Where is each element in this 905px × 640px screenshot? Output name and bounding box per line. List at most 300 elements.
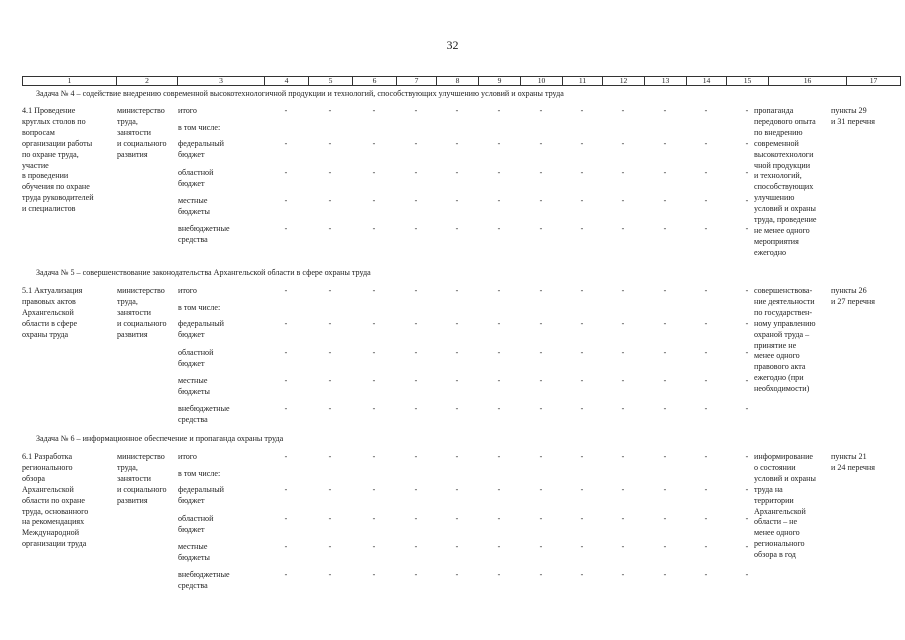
expected-result-line: охраной труда – [754, 329, 810, 339]
amount-cell: - [621, 452, 625, 461]
amount-cell: - [497, 319, 501, 328]
event-name-line: обзора [22, 473, 46, 483]
expected-result-line: ние деятельности [754, 296, 815, 306]
event-name-line: участие [22, 160, 49, 170]
amount-cell: - [745, 286, 749, 295]
expected-result-line: условий и охраны [754, 204, 816, 214]
amount-cell: - [414, 485, 418, 494]
funding-source-line: итого [178, 286, 197, 295]
amount-cell: - [539, 542, 543, 551]
amount-cell: - [372, 286, 376, 295]
amount-cell: - [455, 106, 459, 115]
page-number: 32 [446, 38, 459, 52]
amount-cell: - [284, 404, 288, 413]
expected-result-line: высокотехнологи [754, 149, 814, 159]
event-name-line: в проведении [22, 171, 69, 181]
executor-line: труда, [117, 462, 138, 472]
expected-result-line: принятие не [754, 340, 797, 350]
amount-cell: - [663, 168, 667, 177]
funding-source-line: бюджет [178, 358, 205, 368]
amount-cell: - [284, 224, 288, 233]
column-header-6: 6 [353, 77, 397, 86]
amount-cell: - [497, 139, 501, 148]
amount-cell: - [455, 514, 459, 523]
amount-cell: - [580, 376, 584, 385]
event-name-line: области в сфере [22, 318, 78, 328]
executor-line: развития [117, 149, 148, 159]
event-name-line: 4.1 Проведение [22, 106, 76, 115]
expected-result-line: чной продукции [754, 160, 811, 170]
amount-cell: - [621, 348, 625, 357]
expected-result-line: регионального [754, 539, 805, 549]
expected-result-line: совершенствова- [754, 286, 813, 295]
amount-cell: - [497, 348, 501, 357]
column-header-13: 13 [645, 77, 687, 86]
amount-cell: - [621, 542, 625, 551]
column-header-14: 14 [687, 77, 727, 86]
expected-result-line: по внедрению [754, 127, 803, 137]
funding-source-line: федеральный [178, 485, 224, 494]
amount-cell: - [539, 485, 543, 494]
amount-cell: - [455, 286, 459, 295]
amount-cell: - [704, 404, 708, 413]
amount-cell: - [539, 168, 543, 177]
amount-cell: - [328, 224, 332, 233]
funding-source-line: местные [178, 376, 208, 385]
amount-cell: - [663, 485, 667, 494]
amount-cell: - [745, 570, 749, 579]
column-header-17: 17 [847, 77, 901, 86]
expected-result-line: менее одного [754, 351, 800, 361]
funding-source-line: в том числе: [178, 469, 221, 478]
event-name-line: Международной [22, 528, 80, 538]
amount-cell: - [497, 485, 501, 494]
amount-cell: - [539, 514, 543, 523]
column-header-2: 2 [117, 77, 178, 86]
amount-cell: - [372, 452, 376, 461]
amount-cell: - [580, 514, 584, 523]
funding-source-line: средства [178, 414, 208, 424]
funding-source-line: местные [178, 196, 208, 205]
amount-cell: - [539, 348, 543, 357]
amount-cell: - [372, 224, 376, 233]
amount-cell: - [621, 514, 625, 523]
amount-cell: - [414, 542, 418, 551]
amount-cell: - [580, 106, 584, 115]
amount-cell: - [455, 570, 459, 579]
amount-cell: - [284, 196, 288, 205]
amount-cell: - [704, 224, 708, 233]
expected-result-line: по государствен- [754, 307, 813, 317]
amount-cell: - [663, 224, 667, 233]
amount-cell: - [497, 452, 501, 461]
amount-cell: - [414, 570, 418, 579]
amount-cell: - [455, 452, 459, 461]
amount-cell: - [539, 319, 543, 328]
event-name-line: 6.1 Разработка [22, 452, 73, 461]
amount-cell: - [580, 404, 584, 413]
amount-cell: - [328, 139, 332, 148]
executor-line: труда, [117, 296, 138, 306]
expected-result-line: информирование [754, 452, 813, 461]
amount-cell: - [414, 224, 418, 233]
amount-cell: - [663, 570, 667, 579]
amount-cell: - [414, 319, 418, 328]
amount-cell: - [372, 570, 376, 579]
event-name-line: на рекомендациях [22, 517, 85, 527]
amount-cell: - [745, 404, 749, 413]
task-title: Задача № 5 – совершенствование законодательства Архангельской области в сфере охраны труда [36, 268, 371, 277]
amount-cell: - [284, 348, 288, 357]
amount-cell: - [372, 485, 376, 494]
amount-cell: - [663, 196, 667, 205]
executor-line: и социального [117, 484, 167, 494]
amount-cell: - [455, 348, 459, 357]
expected-result-line: условий и охраны [754, 473, 816, 483]
funding-source-line: бюджеты [178, 552, 210, 562]
event-name-line: области по охране [22, 495, 85, 505]
amount-cell: - [663, 286, 667, 295]
amount-cell: - [580, 485, 584, 494]
amount-cell: - [745, 452, 749, 461]
column-header-3: 3 [178, 77, 265, 86]
expected-result-line: обзора в год [754, 550, 796, 560]
expected-result-line: труда, проведение [754, 215, 817, 224]
executor-line: министерство [117, 106, 165, 115]
amount-cell: - [704, 319, 708, 328]
column-header-12: 12 [603, 77, 645, 86]
amount-cell: - [745, 348, 749, 357]
amount-cell: - [539, 224, 543, 233]
expected-result-line: мероприятия [754, 236, 799, 246]
amount-cell: - [328, 106, 332, 115]
executor-line: занятости [117, 473, 151, 483]
column-header-7: 7 [397, 77, 437, 86]
amount-cell: - [497, 168, 501, 177]
amount-cell: - [328, 319, 332, 328]
amount-cell: - [372, 542, 376, 551]
amount-cell: - [621, 570, 625, 579]
amount-cell: - [704, 452, 708, 461]
amount-cell: - [580, 286, 584, 295]
amount-cell: - [284, 452, 288, 461]
event-name-line: Архангельской [22, 307, 74, 317]
amount-cell: - [704, 485, 708, 494]
expected-result-line: не менее одного [754, 225, 810, 235]
amount-cell: - [621, 168, 625, 177]
amount-cell: - [328, 514, 332, 523]
amount-cell: - [745, 319, 749, 328]
amount-cell: - [284, 139, 288, 148]
amount-cell: - [704, 139, 708, 148]
funding-source-line: внебюджетные [178, 404, 230, 413]
funding-source-line: местные [178, 542, 208, 551]
amount-cell: - [745, 139, 749, 148]
event-name-line: вопросам [22, 127, 55, 137]
amount-cell: - [284, 376, 288, 385]
amount-cell: - [621, 196, 625, 205]
funding-source-line: итого [178, 452, 197, 461]
column-header-10: 10 [521, 77, 563, 86]
amount-cell: - [621, 319, 625, 328]
funding-source-line: бюджеты [178, 386, 210, 396]
amount-cell: - [455, 319, 459, 328]
amount-cell: - [704, 106, 708, 115]
amount-cell: - [580, 452, 584, 461]
amount-cell: - [414, 376, 418, 385]
amount-cell: - [663, 106, 667, 115]
amount-cell: - [580, 319, 584, 328]
column-header-16: 16 [769, 77, 847, 86]
expected-result-line: ежегодно (при [754, 373, 804, 383]
expected-result-line: улучшению [754, 193, 795, 203]
amount-cell: - [580, 570, 584, 579]
executor-line: и социального [117, 318, 167, 328]
amount-cell: - [663, 514, 667, 523]
executor-line: министерство [117, 452, 165, 461]
amount-cell: - [745, 376, 749, 385]
amount-cell: - [455, 139, 459, 148]
amount-cell: - [497, 286, 501, 295]
amount-cell: - [372, 514, 376, 523]
amount-cell: - [497, 376, 501, 385]
amount-cell: - [663, 542, 667, 551]
amount-cell: - [328, 542, 332, 551]
column-header-1: 1 [23, 77, 117, 86]
amount-cell: - [372, 404, 376, 413]
amount-cell: - [328, 196, 332, 205]
amount-cell: - [621, 139, 625, 148]
amount-cell: - [497, 404, 501, 413]
amount-cell: - [704, 542, 708, 551]
column-header-11: 11 [563, 77, 603, 86]
executor-line: занятости [117, 127, 151, 137]
task-title: Задача № 4 – содействие внедрению современной высокотехнологичной продукции и технологий, способствующих улучшению условий и охраны труда [36, 89, 564, 98]
amount-cell: - [328, 286, 332, 295]
amount-cell: - [372, 196, 376, 205]
amount-cell: - [580, 139, 584, 148]
amount-cell: - [580, 542, 584, 551]
amount-cell: - [328, 452, 332, 461]
list-items-line: и 24 перечня [831, 462, 875, 472]
executor-line: труда, [117, 116, 138, 126]
amount-cell: - [663, 348, 667, 357]
amount-cell: - [284, 514, 288, 523]
funding-source-line: в том числе: [178, 123, 221, 132]
list-items-line: и 27 перечня [831, 296, 875, 306]
event-name-line: по охране труда, [22, 149, 79, 159]
executor-line: и социального [117, 138, 167, 148]
funding-source-line: бюджет [178, 524, 205, 534]
list-items-line: и 31 перечня [831, 116, 875, 126]
funding-source-line: областной [178, 348, 214, 357]
funding-source-line: внебюджетные [178, 570, 230, 579]
amount-cell: - [745, 106, 749, 115]
amount-cell: - [580, 196, 584, 205]
amount-cell: - [745, 224, 749, 233]
expected-result-line: и технологий, [754, 171, 802, 181]
event-name-line: труда руководителей [22, 193, 94, 203]
list-items-line: пункты 29 [831, 106, 867, 115]
amount-cell: - [372, 319, 376, 328]
amount-cell: - [704, 514, 708, 523]
amount-cell: - [580, 348, 584, 357]
expected-result-line: о состоянии [754, 462, 796, 472]
amount-cell: - [539, 286, 543, 295]
amount-cell: - [580, 224, 584, 233]
funding-source-line: областной [178, 168, 214, 177]
expected-result-line: области – не [754, 517, 798, 527]
amount-cell: - [497, 542, 501, 551]
event-name-line: регионального [22, 462, 73, 472]
event-name-line: Архангельской [22, 484, 74, 494]
amount-cell: - [414, 286, 418, 295]
event-name-line: круглых столов по [22, 116, 86, 126]
amount-cell: - [704, 196, 708, 205]
amount-cell: - [621, 286, 625, 295]
expected-result-line: территории [754, 495, 794, 505]
event-name-line: организации работы [22, 138, 93, 148]
amount-cell: - [704, 570, 708, 579]
amount-cell: - [328, 485, 332, 494]
column-header-9: 9 [479, 77, 521, 86]
funding-source-line: областной [178, 514, 214, 523]
event-name-line: 5.1 Актуализация [22, 286, 83, 295]
list-items-line: пункты 21 [831, 452, 867, 461]
amount-cell: - [704, 168, 708, 177]
amount-cell: - [580, 168, 584, 177]
executor-line: занятости [117, 307, 151, 317]
list-items-line: пункты 26 [831, 286, 867, 295]
amount-cell: - [284, 542, 288, 551]
expected-result-line: труда на [754, 484, 783, 494]
amount-cell: - [328, 376, 332, 385]
event-name-line: правовых актов [22, 296, 76, 306]
amount-cell: - [455, 376, 459, 385]
amount-cell: - [372, 139, 376, 148]
amount-cell: - [328, 168, 332, 177]
expected-result-line: менее одного [754, 528, 800, 538]
executor-line: развития [117, 329, 148, 339]
expected-result-line: необходимости) [754, 384, 810, 394]
amount-cell: - [663, 404, 667, 413]
amount-cell: - [284, 286, 288, 295]
amount-cell: - [372, 168, 376, 177]
amount-cell: - [284, 570, 288, 579]
expected-result-line: ному управлению [754, 318, 816, 328]
amount-cell: - [284, 485, 288, 494]
event-name-line: и специалистов [22, 204, 76, 214]
amount-cell: - [455, 196, 459, 205]
event-name-line: обучения по охране [22, 182, 90, 192]
amount-cell: - [455, 224, 459, 233]
funding-source-line: средства [178, 580, 208, 590]
amount-cell: - [455, 542, 459, 551]
amount-cell: - [539, 404, 543, 413]
amount-cell: - [497, 514, 501, 523]
amount-cell: - [745, 196, 749, 205]
amount-cell: - [455, 485, 459, 494]
amount-cell: - [455, 168, 459, 177]
amount-cell: - [539, 196, 543, 205]
amount-cell: - [663, 319, 667, 328]
amount-cell: - [539, 452, 543, 461]
amount-cell: - [284, 106, 288, 115]
amount-cell: - [539, 106, 543, 115]
funding-source-line: бюджет [178, 495, 205, 505]
executor-line: развития [117, 495, 148, 505]
funding-source-line: итого [178, 106, 197, 115]
amount-cell: - [414, 168, 418, 177]
amount-cell: - [745, 168, 749, 177]
amount-cell: - [621, 404, 625, 413]
amount-cell: - [745, 514, 749, 523]
amount-cell: - [414, 348, 418, 357]
funding-source-line: внебюджетные [178, 224, 230, 233]
amount-cell: - [414, 139, 418, 148]
funding-source-line: средства [178, 234, 208, 244]
amount-cell: - [497, 224, 501, 233]
amount-cell: - [621, 485, 625, 494]
amount-cell: - [539, 376, 543, 385]
expected-result-line: ежегодно [754, 247, 787, 257]
funding-source-line: федеральный [178, 319, 224, 328]
amount-cell: - [497, 570, 501, 579]
amount-cell: - [663, 139, 667, 148]
expected-result-line: правового акта [754, 362, 806, 372]
amount-cell: - [284, 168, 288, 177]
amount-cell: - [621, 106, 625, 115]
amount-cell: - [663, 452, 667, 461]
amount-cell: - [704, 286, 708, 295]
funding-source-line: бюджеты [178, 206, 210, 216]
expected-result-line: передового опыта [754, 116, 816, 126]
amount-cell: - [539, 139, 543, 148]
column-header-15: 15 [727, 77, 769, 86]
expected-result-line: современной [754, 138, 799, 148]
funding-source-line: в том числе: [178, 303, 221, 312]
amount-cell: - [414, 196, 418, 205]
event-name-line: охраны труда [22, 329, 69, 339]
amount-cell: - [328, 570, 332, 579]
amount-cell: - [621, 224, 625, 233]
amount-cell: - [497, 106, 501, 115]
amount-cell: - [455, 404, 459, 413]
amount-cell: - [663, 376, 667, 385]
amount-cell: - [328, 404, 332, 413]
amount-cell: - [328, 348, 332, 357]
amount-cell: - [745, 542, 749, 551]
amount-cell: - [704, 348, 708, 357]
amount-cell: - [414, 452, 418, 461]
amount-cell: - [497, 196, 501, 205]
column-header-5: 5 [309, 77, 353, 86]
funding-source-line: бюджет [178, 329, 205, 339]
amount-cell: - [704, 376, 708, 385]
amount-cell: - [284, 319, 288, 328]
expected-result-line: Архангельской [754, 506, 806, 516]
funding-source-line: федеральный [178, 139, 224, 148]
executor-line: министерство [117, 286, 165, 295]
amount-cell: - [539, 570, 543, 579]
amount-cell: - [372, 348, 376, 357]
amount-cell: - [414, 404, 418, 413]
amount-cell: - [621, 376, 625, 385]
amount-cell: - [372, 376, 376, 385]
column-header-4: 4 [265, 77, 309, 86]
expected-result-line: способствующих [754, 182, 814, 192]
amount-cell: - [414, 106, 418, 115]
